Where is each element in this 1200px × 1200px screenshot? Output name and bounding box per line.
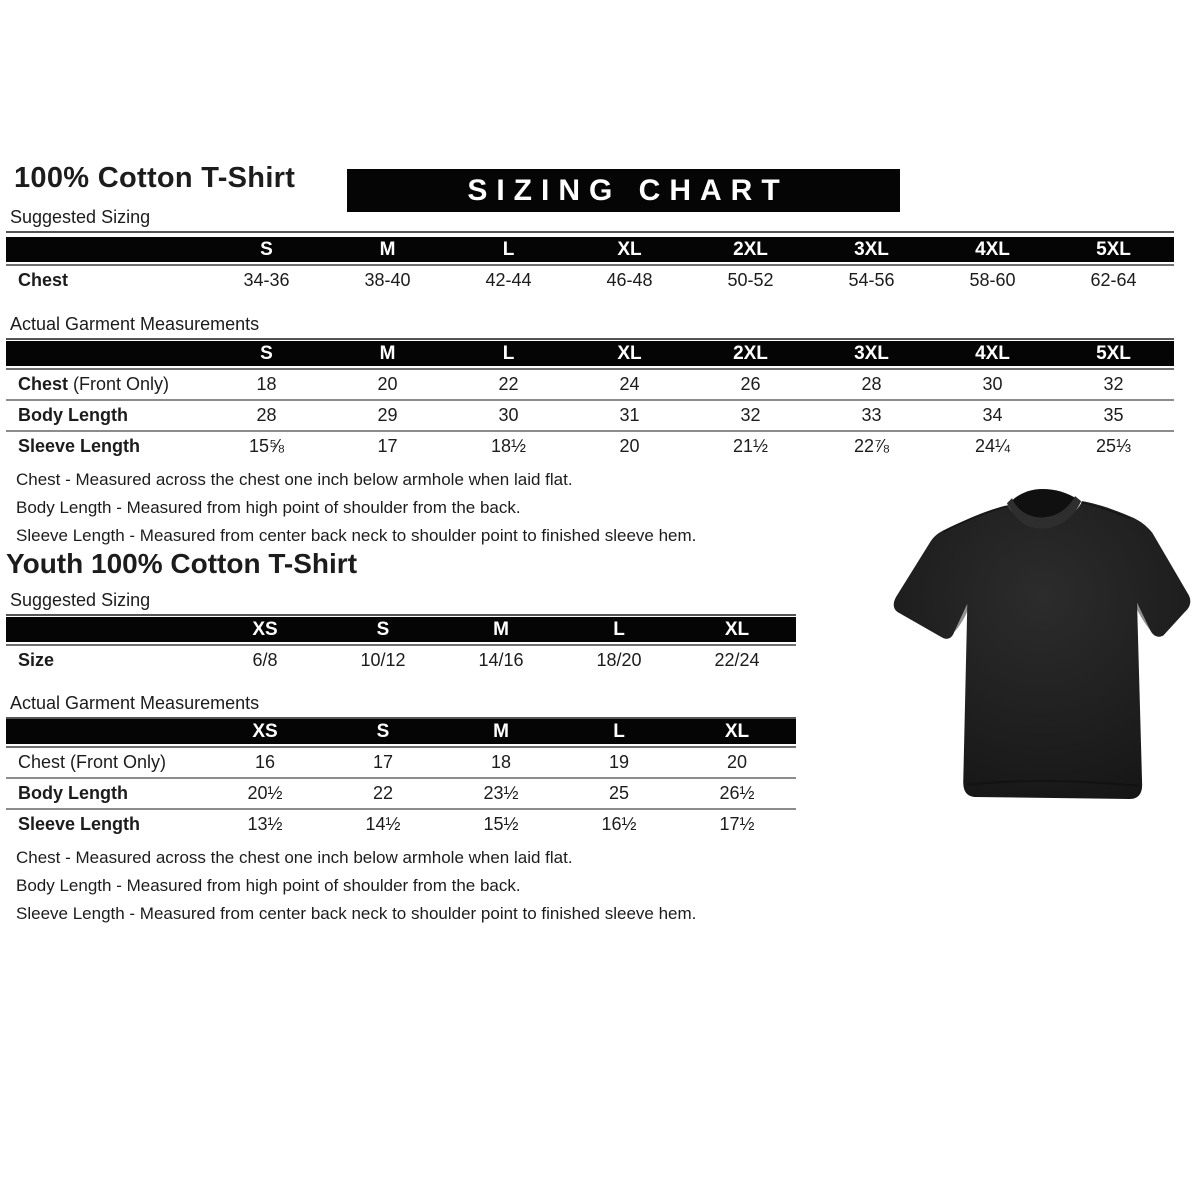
size-column-header: S	[206, 341, 327, 368]
row-label-bold: Chest	[18, 374, 69, 394]
measurement-cell: 17	[327, 430, 448, 461]
measurement-row	[6, 399, 1174, 430]
adult-suggested-sizing-table	[6, 237, 1174, 295]
measurement-cell: 17½	[678, 808, 796, 839]
measurement-row	[6, 430, 1174, 461]
row-label	[6, 644, 206, 675]
row-label-bold: Chest	[18, 270, 69, 290]
size-column-header: 4XL	[932, 341, 1053, 368]
size-column-header: L	[448, 341, 569, 368]
measurement-cell: 26	[690, 368, 811, 399]
measurement-cell: 21½	[690, 430, 811, 461]
size-column-header: M	[327, 237, 448, 264]
measurement-cell: 32	[1053, 368, 1174, 399]
adult-actual-measurements-table	[6, 341, 1174, 461]
note-body-length: Body Length - Measured from high point of shoulder from the back.	[16, 498, 521, 517]
measurement-cell: 26½	[678, 777, 796, 808]
row-label	[6, 399, 206, 430]
youth-section-title: Youth 100% Cotton T-Shirt	[6, 548, 358, 579]
measurement-cell: 24	[569, 368, 690, 399]
size-column-header: XS	[206, 719, 324, 746]
measurement-cell: 50-52	[690, 264, 811, 295]
size-column-header: 3XL	[811, 341, 932, 368]
size-column-header: 3XL	[811, 237, 932, 264]
measurement-cell: 24¼	[932, 430, 1053, 461]
size-column-header: XL	[569, 341, 690, 368]
youth-actual-measurements-table	[6, 719, 796, 839]
row-label-rest: Chest (Front Only)	[18, 752, 167, 772]
measurement-cell: 15½	[442, 808, 560, 839]
sizing-chart-banner-label: SIZING CHART	[467, 173, 789, 207]
measurement-cell: 14/16	[442, 644, 560, 675]
size-column-header: 5XL	[1053, 341, 1174, 368]
row-label	[6, 368, 206, 399]
measurement-cell: 20	[327, 368, 448, 399]
measurement-cell: 31	[569, 399, 690, 430]
measurement-row	[6, 777, 796, 808]
note-chest: Chest - Measured across the chest one inch below armhole when laid flat.	[16, 848, 573, 867]
row-label	[6, 746, 206, 777]
measurement-cell: 20	[569, 430, 690, 461]
measurement-cell: 6/8	[206, 644, 324, 675]
measurement-cell: 28	[206, 399, 327, 430]
header-spacer-cell	[6, 617, 206, 644]
measurement-cell: 58-60	[932, 264, 1053, 295]
note-body-length: Body Length - Measured from high point of shoulder from the back.	[16, 876, 521, 895]
size-column-header: S	[324, 719, 442, 746]
note-sleeve-length: Sleeve Length - Measured from center back neck to shoulder point to finished sleeve hem.	[16, 526, 697, 545]
measurement-cell: 62-64	[1053, 264, 1174, 295]
measurement-row	[6, 808, 796, 839]
youth-measurement-notes	[16, 844, 696, 928]
measurement-cell: 16	[206, 746, 324, 777]
measurement-cell: 22⅞	[811, 430, 932, 461]
size-column-header: 2XL	[690, 341, 811, 368]
measurement-cell: 10/12	[324, 644, 442, 675]
measurement-cell: 38-40	[327, 264, 448, 295]
row-label-bold: Sleeve Length	[18, 436, 141, 456]
measurement-cell: 16½	[560, 808, 678, 839]
measurement-row	[6, 746, 796, 777]
measurement-cell: 25⅓	[1053, 430, 1174, 461]
size-column-header: 4XL	[932, 237, 1053, 264]
size-column-header: M	[327, 341, 448, 368]
row-label	[6, 777, 206, 808]
measurement-cell: 42-44	[448, 264, 569, 295]
note-sleeve-length: Sleeve Length - Measured from center back neck to shoulder point to finished sleeve hem.	[16, 904, 697, 923]
size-column-header: M	[442, 617, 560, 644]
measurement-cell: 34	[932, 399, 1053, 430]
measurement-cell: 19	[560, 746, 678, 777]
header-spacer-cell	[6, 719, 206, 746]
measurement-cell: 30	[448, 399, 569, 430]
measurement-row	[6, 264, 1174, 295]
row-label-bold: Sleeve Length	[18, 814, 141, 834]
measurement-cell: 13½	[206, 808, 324, 839]
row-label	[6, 264, 206, 295]
note-chest: Chest - Measured across the chest one inch below armhole when laid flat.	[16, 470, 573, 489]
measurement-cell: 30	[932, 368, 1053, 399]
measurement-cell: 18	[442, 746, 560, 777]
size-column-header: S	[324, 617, 442, 644]
measurement-cell: 18½	[448, 430, 569, 461]
measurement-cell: 54-56	[811, 264, 932, 295]
measurement-cell: 22	[324, 777, 442, 808]
size-column-header: XL	[678, 617, 796, 644]
adult-section-title: 100% Cotton T-Shirt	[14, 162, 296, 194]
youth-actual-measurements-label: Actual Garment Measurements	[6, 693, 796, 719]
measurement-cell: 28	[811, 368, 932, 399]
measurement-cell: 20	[678, 746, 796, 777]
measurement-cell: 33	[811, 399, 932, 430]
measurement-cell: 46-48	[569, 264, 690, 295]
measurement-cell: 14½	[324, 808, 442, 839]
measurement-cell: 15⅝	[206, 430, 327, 461]
size-column-header: L	[560, 719, 678, 746]
measurement-cell: 29	[327, 399, 448, 430]
row-label-bold: Body Length	[18, 405, 128, 425]
measurement-cell: 22	[448, 368, 569, 399]
youth-suggested-sizing-table	[6, 617, 796, 675]
size-column-header: L	[448, 237, 569, 264]
size-column-header: 5XL	[1053, 237, 1174, 264]
tshirt-body	[894, 501, 1191, 799]
youth-suggested-sizing-label: Suggested Sizing	[6, 590, 796, 616]
size-column-header: XL	[678, 719, 796, 746]
measurement-cell: 32	[690, 399, 811, 430]
adult-suggested-sizing-label: Suggested Sizing	[6, 207, 1174, 233]
row-label-rest: (Front Only)	[68, 374, 170, 394]
measurement-cell: 34-36	[206, 264, 327, 295]
size-column-header: M	[442, 719, 560, 746]
size-column-header: S	[206, 237, 327, 264]
row-label-bold: Size	[18, 650, 55, 670]
measurement-row	[6, 644, 796, 675]
measurement-cell: 18/20	[560, 644, 678, 675]
measurement-cell: 17	[324, 746, 442, 777]
measurement-cell: 22/24	[678, 644, 796, 675]
measurement-cell: 35	[1053, 399, 1174, 430]
size-column-header: XS	[206, 617, 324, 644]
row-label	[6, 808, 206, 839]
row-label-bold: Body Length	[18, 783, 128, 803]
size-column-header: L	[560, 617, 678, 644]
size-column-header: XL	[569, 237, 690, 264]
row-label	[6, 430, 206, 461]
sizing-chart-banner	[347, 169, 900, 212]
measurement-cell: 20½	[206, 777, 324, 808]
adult-measurement-notes	[16, 466, 696, 550]
measurement-cell: 25	[560, 777, 678, 808]
header-spacer-cell	[6, 341, 206, 368]
measurement-cell: 23½	[442, 777, 560, 808]
black-tshirt-photo	[886, 474, 1196, 816]
measurement-cell: 18	[206, 368, 327, 399]
header-spacer-cell	[6, 237, 206, 264]
adult-actual-measurements-label: Actual Garment Measurements	[6, 314, 1174, 340]
size-column-header: 2XL	[690, 237, 811, 264]
measurement-row	[6, 368, 1174, 399]
